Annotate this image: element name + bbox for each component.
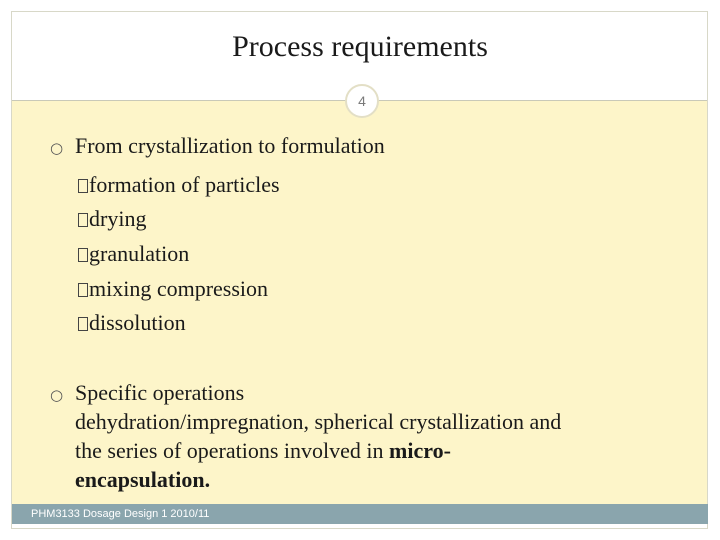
sub-item-text: drying [89, 206, 147, 231]
sub-list-item [78, 171, 280, 199]
footer-text: PHM3133 Dosage Design 1 2010/11 [31, 508, 210, 520]
bold-term: micro- [389, 438, 451, 463]
bullet-text: From crystallization to formulation [75, 133, 385, 158]
box-glyph-icon [78, 248, 88, 262]
sub-item-text: granulation [89, 241, 190, 266]
page-number-badge: 4 [345, 84, 379, 118]
bullet-line: dehydration/impregnation, spherical crystallization and [75, 409, 562, 434]
sub-list-item [78, 309, 186, 337]
bullet-line: the series of operations involved in [75, 438, 390, 463]
bullet-text [75, 378, 675, 494]
sub-item-text: mixing compression [89, 276, 269, 301]
sub-list-item [78, 205, 146, 233]
sub-item-text: dissolution [89, 310, 186, 335]
sub-list-item [78, 275, 268, 303]
page-title: Process requirements [232, 30, 488, 63]
box-glyph-icon [78, 213, 88, 227]
bold-term: encapsulation. [75, 467, 211, 492]
bullet-line: Specific operations [75, 380, 245, 405]
box-glyph-icon [78, 179, 88, 193]
sub-list-item [78, 240, 189, 268]
sub-item-text: formation of particles [89, 172, 280, 197]
bullet-circle-icon: ○ [50, 386, 64, 404]
box-glyph-icon [78, 317, 88, 331]
bullet-circle-icon: ○ [50, 139, 64, 157]
box-glyph-icon [78, 283, 88, 297]
